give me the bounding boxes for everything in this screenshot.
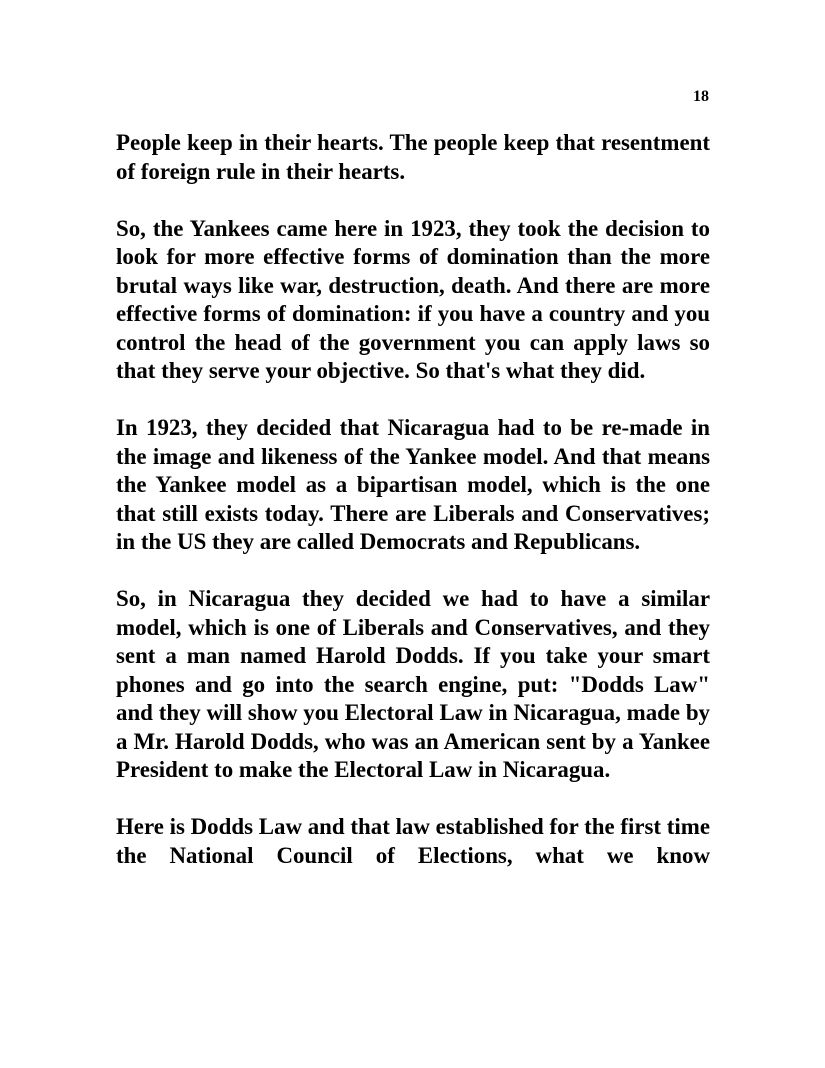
paragraph-2: So, the Yankees came here in 1923, they took the decision to look for more effective forms of domination than the more brutal ways like war, destruction, death. And there are more effective forms of domination: if you have a country and you control the head of the government you can apply laws so that they serve your objective. So that's what they did. (116, 215, 710, 383)
paragraph-1: People keep in their hearts. The people keep that resentment of foreign rule in their hearts. (116, 130, 710, 184)
paragraph-4: So, in Nicaragua they decided we had to have a similar model, which is one of Liberals and Conservatives, and they sent a man named Harold Dodds. If you take your smart phones and go into the search engine, put: "Dodds Law" and they will show you Electoral Law in Nicaragua, made by a Mr. Harold Dodds, who was an American sent by a Yankee President to make the Electoral Law in Nicaragua. (116, 586, 710, 782)
paragraph-5: Here is Dodds Law and that law established for the first time the National Council of Elections, what we know (116, 814, 710, 868)
page-number: 18 (693, 88, 709, 105)
page-body (116, 129, 710, 870)
paragraph-3: In 1923, they decided that Nicaragua had to be re-made in the image and likeness of the Yankee model. And that means the Yankee model as a bipartisan model, which is the one that still exists today. There are Liberals and Conservatives; in the US they are called Democrats and Republicans. (116, 415, 710, 554)
